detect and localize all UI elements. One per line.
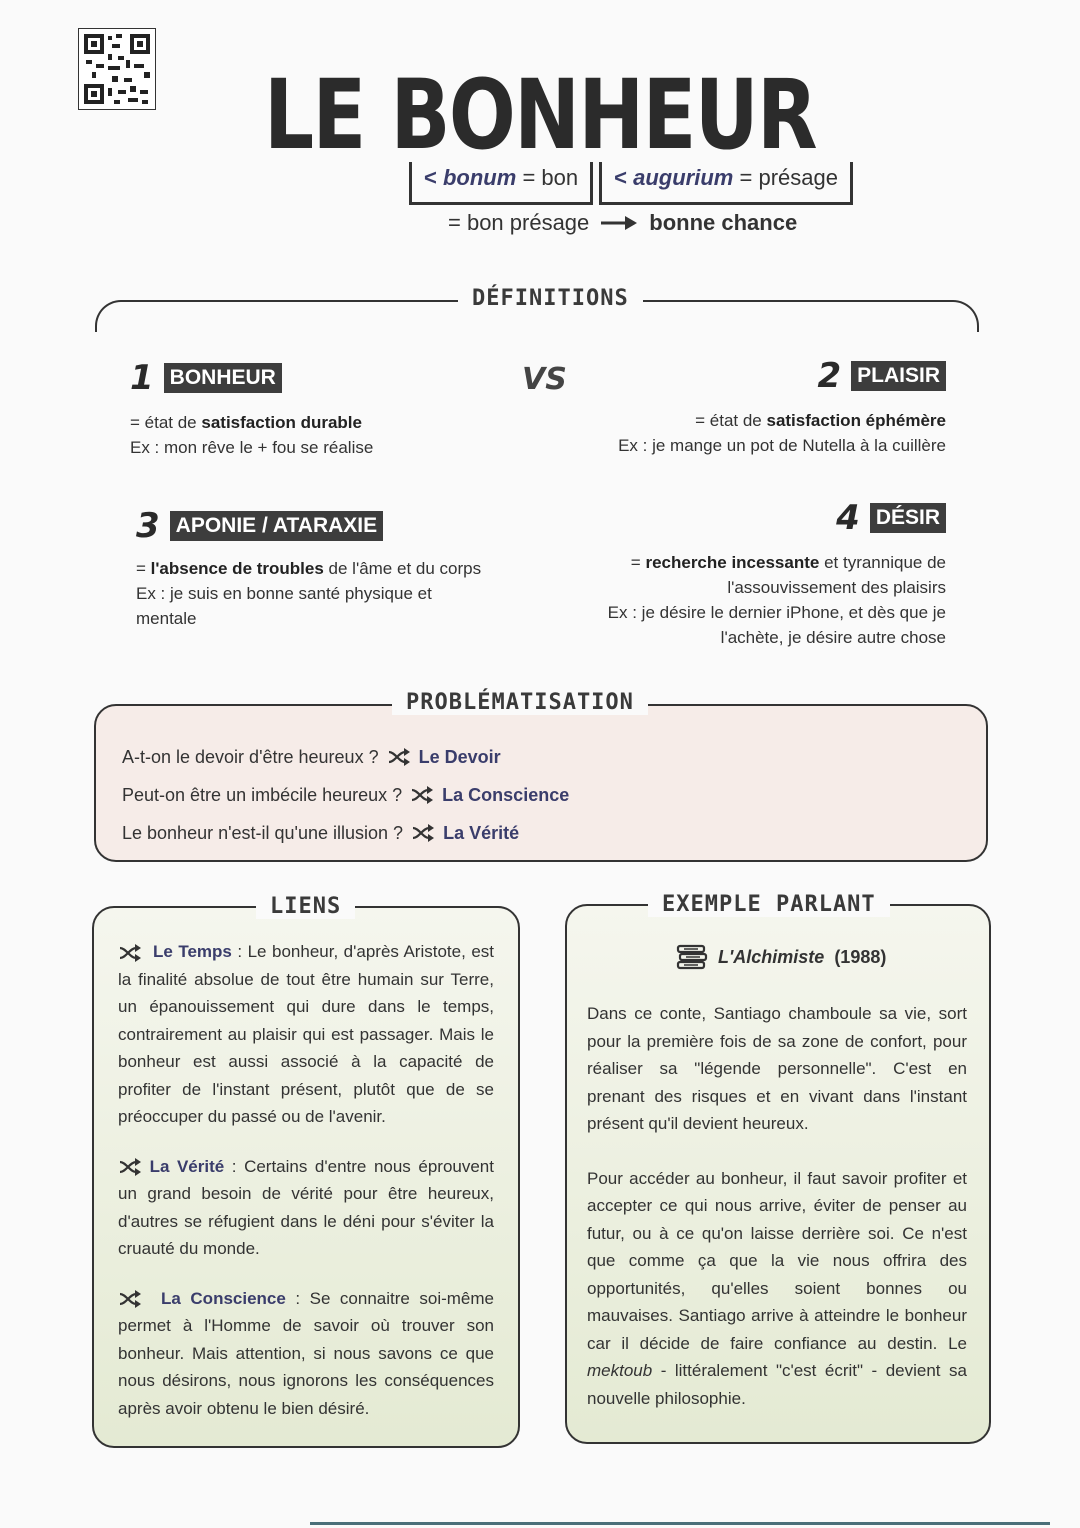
- definition-number: 2: [817, 356, 842, 396]
- problematisation-question: Peut-on être un imbécile heureux ? La Conscience: [122, 784, 570, 805]
- problematisation-questions: [122, 738, 569, 852]
- problematisation-question: Le bonheur n'est-il qu'une illusion ? La Vérité: [122, 822, 520, 843]
- shuffle-icon: [118, 1158, 142, 1176]
- lien-item: La Vérité : Certains d'entre nous éprouvent un grand besoin de vérité pour être heureux, d'autres se réfugient dans le déni pour s'éviter la cruauté du monde.: [118, 1156, 494, 1258]
- bottom-bar: [310, 1522, 1050, 1525]
- definition-number: 4: [836, 498, 860, 538]
- shuffle-icon: [387, 748, 411, 766]
- definition-aponie: 3 APONIE / ATARAXIE = l'absence de troubles de l'âme et du corps Ex : je suis en bonne santé physique et mentale: [136, 506, 482, 628]
- vs-label: VS: [522, 362, 567, 397]
- definitions-heading: DÉFINITIONS: [458, 286, 643, 311]
- definition-label: DÉSIR: [870, 503, 946, 533]
- exemple-paragraph: Dans ce conte, Santiago chamboule sa vie, sort pour la première fois de sa zone de confort, pour réaliser sa "légende personnelle". C'est en prenant des risques et en vivant dans l'instant présent qu'il devient heureux.: [587, 1004, 967, 1133]
- shuffle-icon: [118, 1290, 142, 1308]
- etymology: [409, 162, 853, 205]
- etymology-meaning: [448, 210, 797, 236]
- shuffle-icon: [411, 824, 435, 842]
- books-icon: [676, 944, 708, 970]
- etymology-bonum: < bonum = bon: [409, 162, 593, 205]
- meaning-left: = bon présage: [448, 210, 590, 235]
- definition-label: BONHEUR: [164, 363, 282, 393]
- exemple-paragraph: Pour accéder au bonheur, il faut savoir profiter et accepter ce qui nous arrive, éviter de penser au futur, ou à ce qu'on laisse derrière soi. Ce n'est que comme ça que la vie nous offrira des opportunités, qu'elles soient bonnes ou mauvaises. Santiago arrive à atteindre le bonheur car il décide de faire confiance au destin. Le mektoub - littéralement "c'est écrit" - devient sa nouvelle philosophie.: [587, 1168, 967, 1408]
- liens-content: [118, 938, 494, 1422]
- definition-bonheur: 1 BONHEUR = état de satisfaction durable Ex : mon rêve le + fou se réalise: [130, 358, 374, 457]
- page-title: LE BONHEUR: [264, 59, 816, 171]
- definition-label: APONIE / ATARAXIE: [170, 511, 383, 541]
- definition-plaisir: 2 PLAISIR = état de satisfaction éphémère Ex : je mange un pot de Nutella à la cuillère: [618, 356, 946, 455]
- definition-desir: 4 DÉSIR = recherche incessante et tyrannique de l'assouvissement des plaisirs Ex : je désire le dernier iPhone, et dès que je l'achète, je désire autre chose: [607, 498, 946, 647]
- shuffle-icon: [410, 786, 434, 804]
- problematisation-heading: PROBLÉMATISATION: [392, 690, 648, 715]
- problematisation-question: A-t-on le devoir d'être heureux ? Le Devoir: [122, 746, 501, 767]
- definition-label: PLAISIR: [851, 361, 946, 391]
- definition-number: 1: [130, 358, 154, 398]
- exemple-content: [587, 1000, 967, 1412]
- definition-number: 3: [136, 506, 160, 546]
- book-reference: [676, 944, 886, 970]
- lien-item: Le Temps : Le bonheur, d'après Aristote, est la finalité absolue de tout être humain sur Terre, un épanouissement qui dure dans le temps, contrairement au plaisir qui est passager. Mais le bonheur est aussi associé à la capacité de profiter de l'instant présent, plutôt que de se préoccuper du passé ou de l'avenir.: [118, 942, 494, 1126]
- etymology-augurium: < augurium = présage: [599, 162, 853, 205]
- exemple-heading: EXEMPLE PARLANT: [648, 892, 890, 917]
- shuffle-icon: [118, 944, 142, 962]
- arrow-right-icon: [599, 214, 639, 232]
- liens-heading: LIENS: [256, 894, 355, 919]
- book-year: (1988): [834, 946, 887, 967]
- lien-item: La Conscience : Se connaitre soi-même permet à l'Homme de savoir où trouver son bonheur. Mais attention, si nous savons ce que nous désirons, nous ignorons les conséquences après avoir obtenu le bien désiré.: [118, 1288, 494, 1418]
- book-title: L'Alchimiste: [718, 946, 825, 967]
- meaning-right: bonne chance: [649, 210, 798, 235]
